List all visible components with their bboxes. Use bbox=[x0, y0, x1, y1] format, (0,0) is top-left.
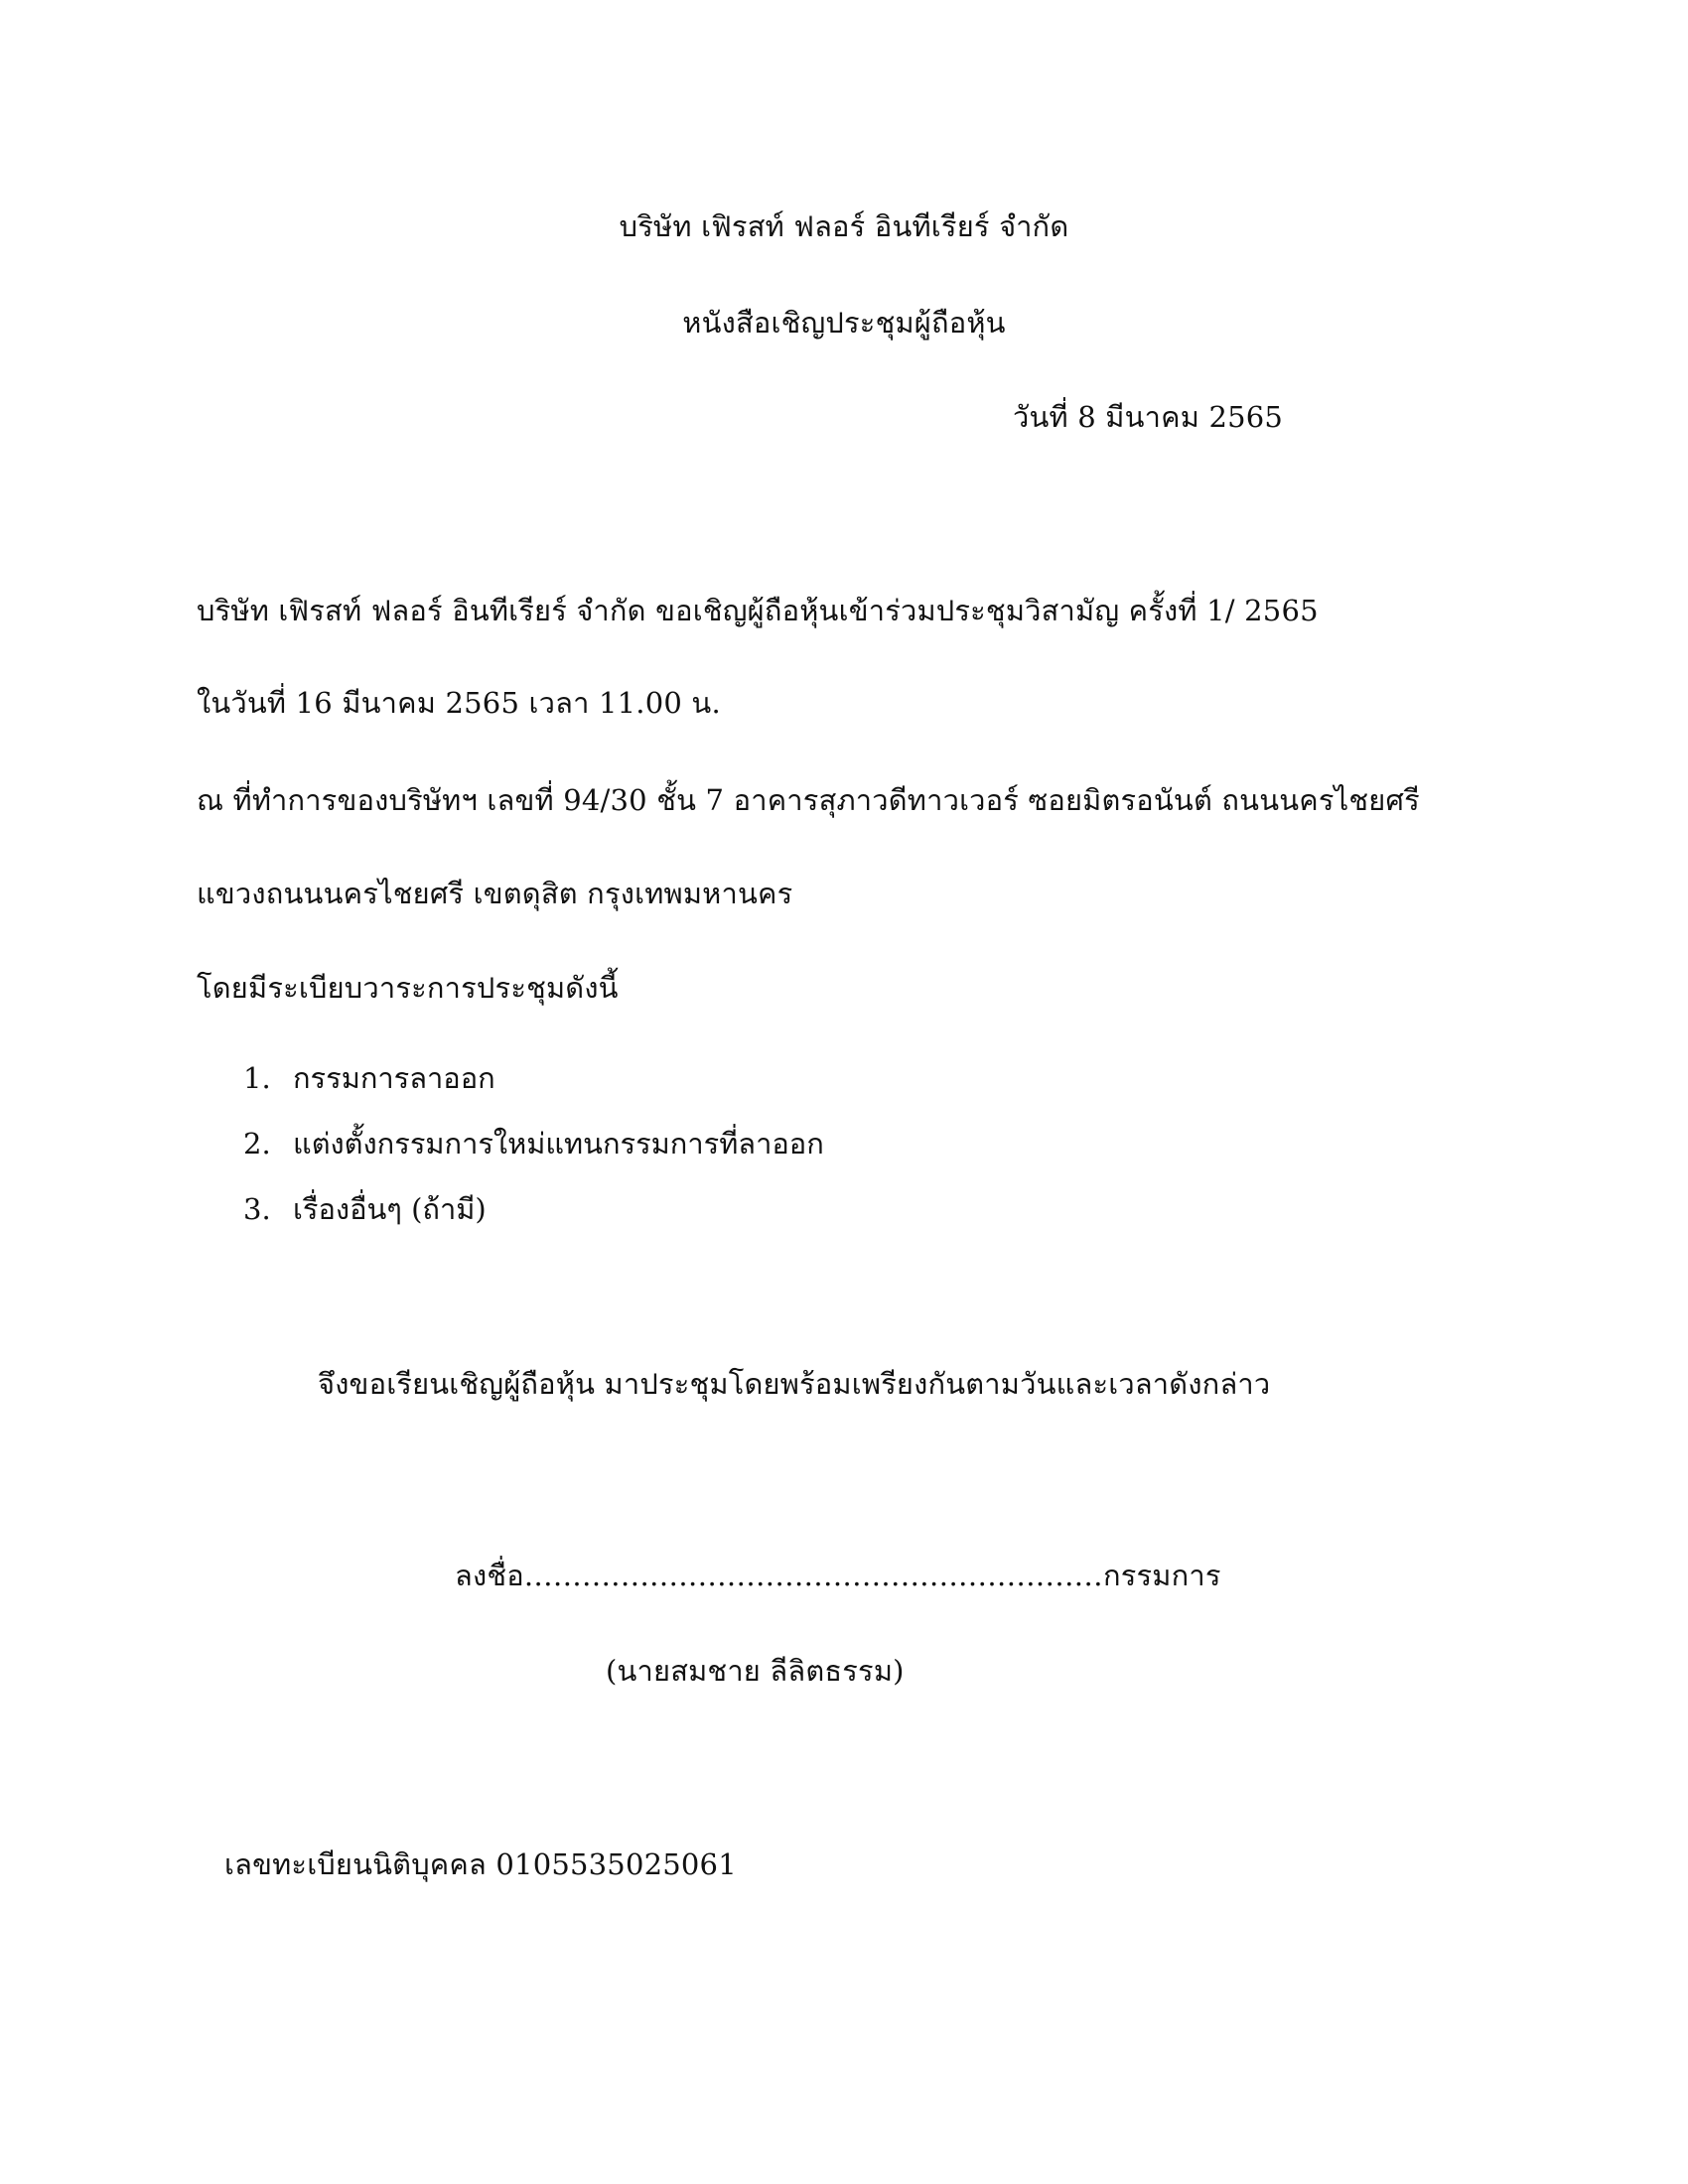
agenda-item bbox=[243, 1189, 824, 1255]
agenda-list bbox=[243, 1058, 824, 1255]
body-line-4: แขวงถนนนครไชยศรี เขตดุสิต กรุงเทพมหานคร bbox=[197, 877, 793, 910]
agenda-item-text: แต่งตั้งกรรมการใหม่แทนกรรมการที่ลาออก bbox=[293, 1127, 824, 1160]
body-line-2: ในวันที่ 16 มีนาคม 2565 เวลา 11.00 น. bbox=[197, 686, 721, 720]
signature-dotted-line: ............................................................ bbox=[523, 1559, 1103, 1592]
agenda-item bbox=[243, 1124, 824, 1189]
company-name: บริษัท เฟิรสท์ ฟลอร์ อินทีเรียร์ จำกัด bbox=[619, 209, 1069, 243]
body-line-1: บริษัท เฟิรสท์ ฟลอร์ อินทีเรียร์ จำกัด ขอเชิญผู้ถือหุ้นเข้าร่วมประชุมวิสามัญ ครั้งที่ 1/ 2565 bbox=[197, 594, 1319, 627]
agenda-item-number: 1. bbox=[243, 1061, 271, 1095]
agenda-item-text: เรื่องอื่นๆ (ถ้ามี) bbox=[293, 1192, 487, 1226]
document-title: หนังสือเชิญประชุมผู้ถือหุ้น bbox=[682, 306, 1006, 340]
agenda-item-number: 2. bbox=[243, 1127, 271, 1160]
signature-line bbox=[455, 1556, 1221, 1595]
registration-number: เลขทะเบียนนิติบุคคล 0105535025061 bbox=[224, 1847, 737, 1881]
body-line-3: ณ ที่ทำการของบริษัทฯ เลขที่ 94/30 ชั้น 7 อาคารสุภาวดีทาวเวอร์ ซอยมิตรอนันต์ ถนนนครไชยศรี bbox=[197, 783, 1420, 817]
signature-label: ลงชื่อ bbox=[455, 1559, 524, 1592]
document-date: วันที่ 8 มีนาคม 2565 bbox=[1013, 400, 1284, 434]
agenda-intro: โดยมีระเบียบวาระการประชุมดังนี้ bbox=[197, 971, 619, 1005]
agenda-item-number: 3. bbox=[243, 1192, 271, 1226]
closing-text: จึงขอเรียนเชิญผู้ถือหุ้น มาประชุมโดยพร้อมเพรียงกันตามวันและเวลาดังกล่าว bbox=[318, 1367, 1271, 1401]
agenda-item-text: กรรมการลาออก bbox=[293, 1061, 495, 1095]
signature-role: กรรมการ bbox=[1102, 1559, 1221, 1592]
signatory-name: (นายสมชาย ลีลิตธรรม) bbox=[606, 1654, 905, 1688]
agenda-item bbox=[243, 1058, 824, 1124]
